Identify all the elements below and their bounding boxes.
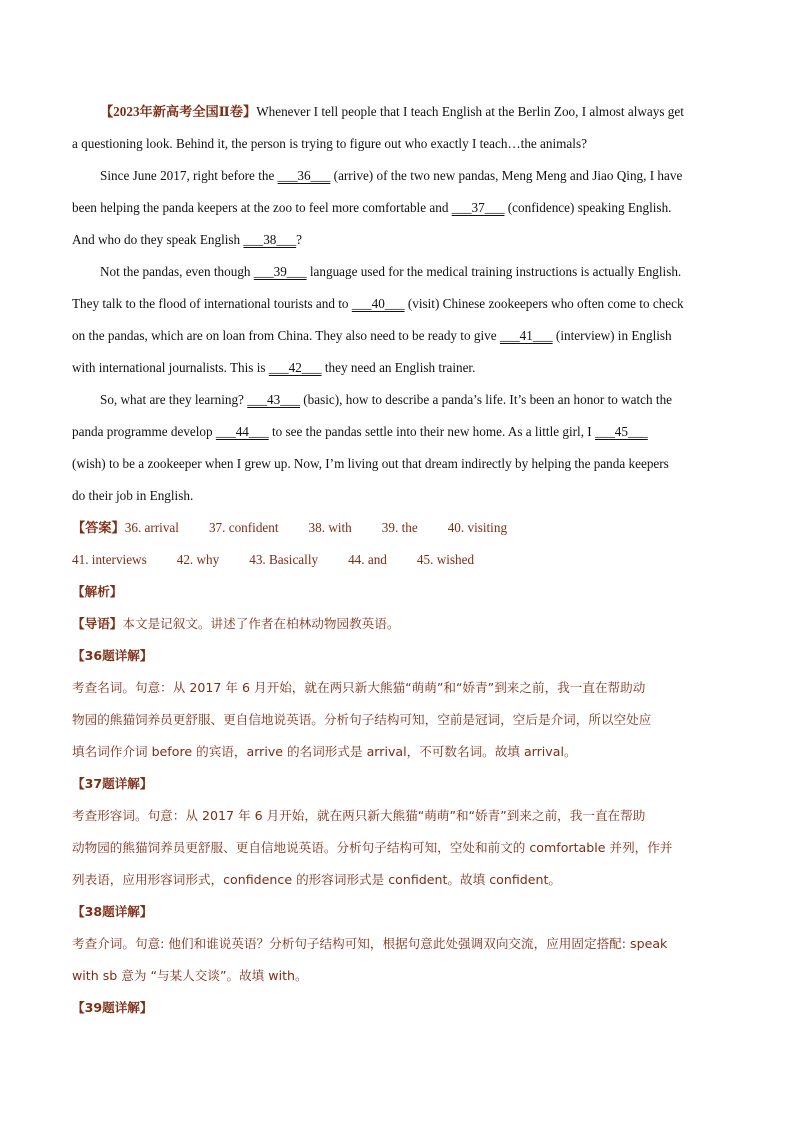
blank-44: ___44___ <box>215 424 269 439</box>
text: (visit) Chinese zookeepers who often come to check <box>404 296 684 311</box>
text: language used for the medical training instructions is actually English. <box>306 264 682 279</box>
passage-line <box>72 192 722 224</box>
q36-text: 物园的熊猫饲养员更舒服、更自信地说英语。分析句子结构可知，空前是冠词，空后是介词，所以空处应 <box>72 712 652 727</box>
text: do their job in English. <box>72 488 194 503</box>
text: they need an English trainer. <box>321 360 476 375</box>
q37-label: 【37题详解】 <box>72 776 153 791</box>
text: on the pandas, which are on loan from China. They also need to be ready to give <box>72 328 500 343</box>
content <box>72 96 722 1024</box>
source-tag: 【2023年新高考全国Ⅱ卷】 <box>100 104 257 119</box>
answer-item: 42. why <box>176 552 220 567</box>
answer-item: 45. wished <box>416 552 475 567</box>
text: with international journalists. This is <box>72 360 269 375</box>
text: So, what are they learning? <box>100 392 248 407</box>
passage-line <box>72 96 722 128</box>
passage-line <box>72 416 722 448</box>
text: (wish) to be a zookeeper when I grew up. Now, I’m living out that dream indirectly by helping the panda keepers <box>72 456 669 471</box>
answer-item: 38. with <box>308 520 352 535</box>
blank-41: ___41___ <box>499 328 553 343</box>
answer-label: 【答案】 <box>72 520 125 535</box>
passage-line <box>72 288 722 320</box>
answer-item: 37. confident <box>208 520 279 535</box>
passage-line <box>72 256 722 288</box>
analysis-label: 【解析】 <box>72 584 123 599</box>
text: (arrive) of the two new pandas, Meng Meng and Jiao Qing, I have <box>330 168 683 183</box>
q37-text: 列表语，应用形容词形式，confidence 的形容词形式是 confident。故填 confident。 <box>72 872 562 887</box>
passage-line <box>72 480 722 512</box>
blank-37: ___37___ <box>451 200 505 215</box>
text: And who do they speak English <box>72 232 244 247</box>
answer-item: 44. and <box>348 552 387 567</box>
passage-line <box>72 160 722 192</box>
passage-line <box>72 320 722 352</box>
answer-item: 39. the <box>381 520 418 535</box>
text: been helping the panda keepers at the zoo to feel more comfortable and <box>72 200 452 215</box>
blank-42: ___42___ <box>268 360 322 375</box>
q38-text: with sb 意为 “与某人交谈”。故填 with。 <box>72 968 308 983</box>
q37-text: 动物园的熊猫饲养员更舒服、更自信地说英语。分析句子结构可知，空处和前文的 comfortable 并列，作并 <box>72 840 673 855</box>
q36-text: 填名词作介词 before 的宾语，arrive 的名词形式是 arrival，不可数名词。故填 arrival。 <box>72 744 577 759</box>
text: (confidence) speaking English. <box>504 200 672 215</box>
answer-item: 41. interviews <box>72 552 147 567</box>
blank-45: ___45___ <box>595 424 648 439</box>
text: They talk to the flood of international tourists and to <box>72 296 352 311</box>
blank-39: ___39___ <box>253 264 307 279</box>
guide-line <box>72 608 722 640</box>
blank-40: ___40___ <box>351 296 405 311</box>
q36-text: 考查名词。句意：从 2017 年 6 月开始，就在两只新大熊猫“萌萌”和“娇青”到来之前，我一直在帮助动 <box>72 680 646 695</box>
answer-row-1 <box>72 512 722 544</box>
text: a questioning look. Behind it, the person is trying to figure out who exactly I teach…the animals? <box>72 136 587 151</box>
text: panda programme develop <box>72 424 216 439</box>
text: (basic), how to describe a panda’s life. It’s been an honor to watch the <box>299 392 673 407</box>
answer-item: 40. visiting <box>447 520 508 535</box>
passage-line <box>72 352 722 384</box>
text: ? <box>296 232 303 247</box>
guide-label: 【导语】 <box>72 616 123 631</box>
text: (interview) in English <box>552 328 672 343</box>
blank-36: ___36___ <box>277 168 331 183</box>
answer-row-2 <box>72 544 722 576</box>
q39-label: 【39题详解】 <box>72 1000 153 1015</box>
q38-text: 考查介词。句意: 他们和谁说英语？分析句子结构可知，根据句意此处强调双向交流，应用固定搭配: speak <box>72 936 668 951</box>
passage-line <box>72 384 722 416</box>
passage-line <box>72 128 722 160</box>
text: to see the pandas settle into their new home. As a little girl, I <box>268 424 595 439</box>
text: Since June 2017, right before the <box>100 168 278 183</box>
blank-38: ___38___ <box>243 232 297 247</box>
q37-text: 考查形容词。句意：从 2017 年 6 月开始，就在两只新大熊猫“萌萌”和“娇青”到来之前，我一直在帮助 <box>72 808 646 823</box>
answer-item: 43. Basically <box>249 552 319 567</box>
passage-line <box>72 448 722 480</box>
guide-text: 本文是记叙文。讲述了作者在柏林动物园教英语。 <box>122 616 400 631</box>
q38-label: 【38题详解】 <box>72 904 153 919</box>
text: Not the pandas, even though <box>100 264 254 279</box>
blank-43: ___43___ <box>247 392 300 407</box>
text: Whenever I tell people that I teach English at the Berlin Zoo, I almost always get <box>256 104 684 119</box>
answer-item: 36. arrival <box>124 520 179 535</box>
passage-line <box>72 224 722 256</box>
q36-label: 【36题详解】 <box>72 648 153 663</box>
